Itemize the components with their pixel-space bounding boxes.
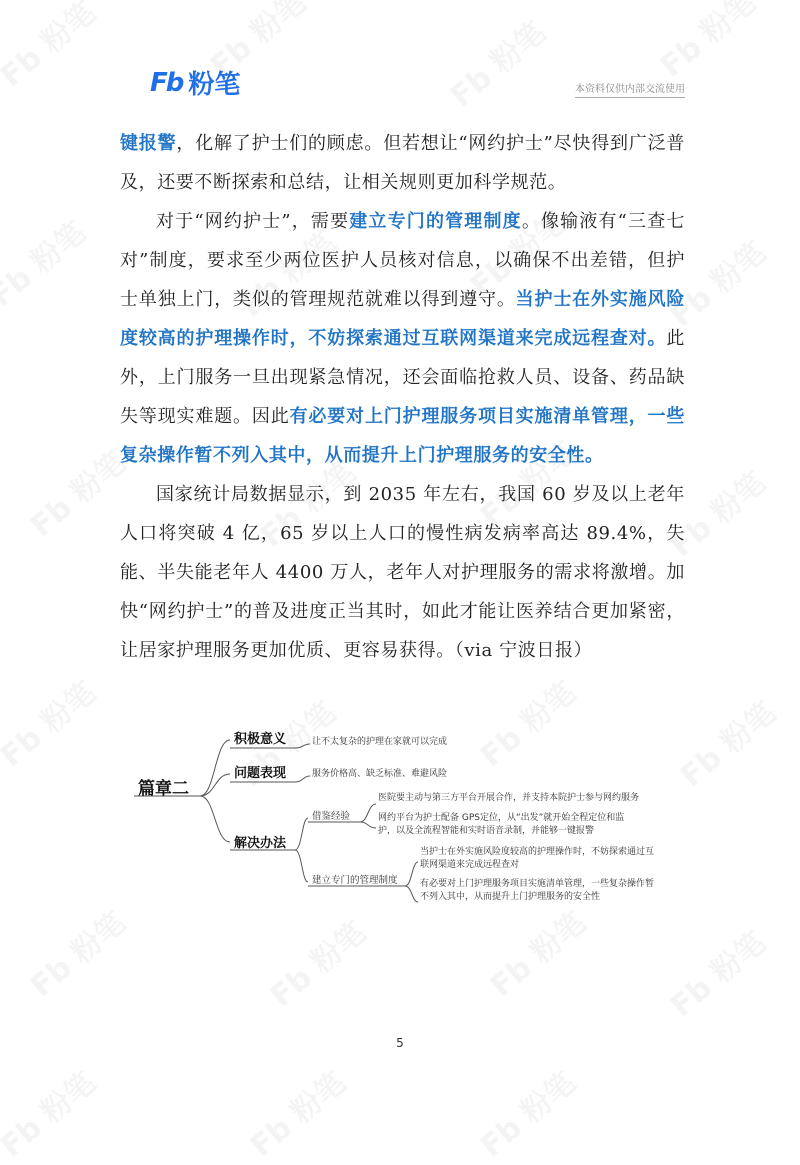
body-text: 对于“网约护士”，需要	[156, 211, 350, 232]
brand-logo	[150, 64, 240, 101]
branch-positive-meaning: 积极意义	[234, 732, 287, 747]
leaf-node: 服务价格高、缺乏标准、难避风险	[312, 769, 448, 779]
sub-branch-management: 建立专门的管理制度	[312, 875, 398, 886]
watermark-text	[239, 1059, 353, 1165]
watermark-text	[659, 919, 773, 1025]
logo-text: 粉笔	[188, 70, 241, 100]
article-body	[120, 124, 685, 670]
highlight-text: 建立专门的管理制度	[349, 211, 522, 232]
branch-problems: 问题表现	[234, 766, 287, 781]
watermark-text	[259, 909, 373, 1015]
body-text: 。像输液有“三查七对”制度，要求至少两位医护人员核对信息，以确保不出差错，但护士单独上门，类似的管理规范就难以得到遵守。	[120, 211, 685, 310]
mindmap-root: 篇章二	[138, 779, 189, 799]
sub-branch-experience: 借鉴经验	[312, 811, 351, 822]
body-text: ，化解了护士们的顾虑。但若想让“网约护士”尽快得到广泛普及，还要不断探索和总结，让相关规则更加科学规范。	[120, 133, 685, 193]
watermark-text	[469, 1059, 583, 1165]
watermark-text	[439, 9, 553, 115]
leaf-node: 让不太复杂的护理在家就可以完成	[312, 737, 448, 747]
highlight-text: 键报警	[120, 133, 177, 154]
watermark-text	[0, 1059, 103, 1165]
watermark-text	[19, 899, 133, 1005]
header-note: 本资料仅供内部交流使用	[575, 80, 685, 98]
watermark-text	[649, 0, 763, 85]
watermark-text	[19, 439, 133, 545]
leaf-node: 网约平台为护士配备 GPS定位，从“出发”就开始全程定位和监护，以及全流程智能和实时语音录制，并能够一键报警	[378, 813, 625, 836]
paragraph-3: 国家统计局数据显示，到 2035 年左右，我国 60 岁及以上老年人口将突破 4 亿，65 岁以上人口的慢性病发病率高达 89.4%，失能、半失能老年人 4400 万人，老年人对护理服务的需求将激增。加快“网约护士”的普及进度正当其时，如此才能让医养结合更加紧密，让居家护理服务更加优质、更容易获得。（via 宁波日报）	[120, 484, 685, 661]
branch-solutions: 解决办法	[234, 836, 287, 851]
watermark-text	[0, 0, 103, 95]
watermark-text	[479, 899, 593, 1005]
logo-mark-icon: Fb	[150, 67, 183, 98]
watermark-text	[669, 689, 783, 795]
leaf-node: 医院要主动与第三方平台开展合作，并支持本院护士参与网约服务	[378, 793, 640, 803]
mind-map	[120, 722, 680, 912]
paragraph-2	[120, 202, 685, 475]
leaf-node: 有必要对上门护理服务项目实施清单管理，一些复杂操作暂不列入其中，从而提升上门护理服务的安全性	[420, 879, 655, 902]
highlight-text: 当护士在外实施风险度较高的护理操作时，不妨探索通过互联网渠道来完成远程查对。	[120, 289, 685, 349]
page-number: 5	[396, 1036, 404, 1050]
highlight-text: 有必要对上门护理服务项目实施清单管理，一些复杂操作暂不列入其中，从而提升上门护理服务的安全性。	[120, 406, 685, 466]
paragraph-1	[120, 124, 685, 202]
body-text: 此外，上门服务一旦出现紧急情况，还会面临抢救人员、设备、药品缺失等现实难题。因此	[120, 328, 685, 427]
watermark-text	[0, 209, 93, 315]
leaf-node: 当护士在外实施风险度较高的护理操作时，不妨探索通过互联网渠道来完成远程查对	[420, 847, 655, 870]
watermark-text	[0, 669, 103, 775]
